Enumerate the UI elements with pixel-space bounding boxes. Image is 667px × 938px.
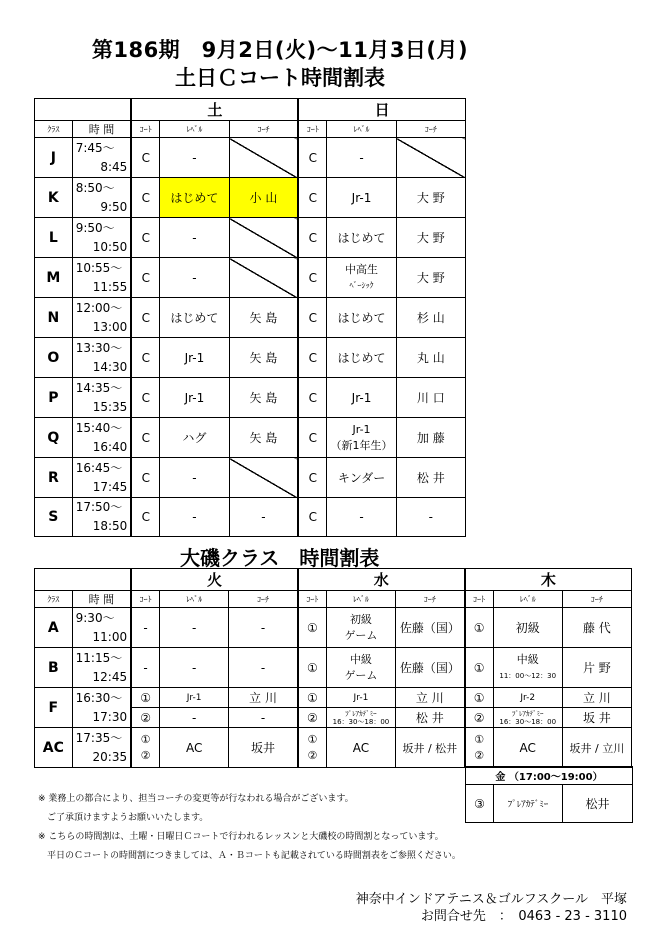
col-coach: ｺｰﾁ [396, 591, 465, 608]
table-row [35, 258, 466, 298]
table-row [35, 608, 632, 648]
court-cell: C [298, 218, 327, 258]
page-subtitle: 土日Ｃコート時間割表 [175, 66, 385, 90]
weekend-rows [35, 138, 466, 537]
note-line: 平日のＣコートの時間割につきましては、Ａ・Ｂコートも記載されている時間割表をご参照ください。 [38, 851, 461, 861]
class-cell: O [35, 338, 73, 378]
level-cell: はじめて [327, 298, 396, 338]
court-cell: C [131, 178, 160, 218]
level-cell: - [160, 458, 229, 498]
time-cell: 17:50～ 18:50 [72, 498, 131, 537]
col-court: ｺｰﾄ [131, 591, 159, 608]
coach-cell: - [229, 648, 298, 688]
level-cell: ﾌﾟﾚｱｶﾃﾞﾐｰ [494, 785, 563, 823]
coach-cell: 矢 島 [229, 338, 298, 378]
col-time: 時 間 [72, 121, 131, 138]
coach-cell: 坂井 [229, 728, 298, 768]
level-cell: - [160, 218, 229, 258]
court-cell: ① [131, 688, 159, 708]
court-cell: ② [465, 708, 493, 728]
coach-cell: 矢 島 [229, 298, 298, 338]
col-court: ｺｰﾄ [298, 121, 327, 138]
coach-cell: 大 野 [396, 218, 465, 258]
table-row [35, 378, 466, 418]
day-header-thursday: 木 [465, 569, 632, 591]
table-row [35, 338, 466, 378]
level-cell: はじめて [160, 178, 229, 218]
time-cell: 9:30～ 11:00 [72, 608, 131, 648]
class-cell: K [35, 178, 73, 218]
coach-cell [229, 138, 298, 178]
note-line: ※ こちらの時間割は、土曜・日曜日Ｃコートで行われるレッスンと大磯校の時間割となっています。 [38, 832, 444, 842]
coach-cell: 佐藤（国） [396, 648, 465, 688]
coach-cell: 片 野 [562, 648, 631, 688]
time-cell: 17:35～ 20:35 [72, 728, 131, 768]
coach-cell: 矢 島 [229, 418, 298, 458]
coach-cell: - [229, 498, 298, 537]
coach-cell: - [229, 608, 298, 648]
class-cell: F [35, 688, 73, 728]
court-cell: C [131, 298, 160, 338]
level-cell: 中級 ゲーム [326, 648, 395, 688]
coach-cell: 小 山 [229, 178, 298, 218]
time-cell: 16:45～ 17:45 [72, 458, 131, 498]
coach-cell: 立 川 [396, 688, 465, 708]
table-row [35, 498, 466, 537]
table-row [35, 688, 632, 708]
time-cell: 7:45～ 8:45 [72, 138, 131, 178]
level-cell: はじめて [327, 338, 396, 378]
level-cell: ハグ [160, 418, 229, 458]
col-level: ﾚﾍﾞﾙ [160, 121, 229, 138]
court-cell: C [131, 378, 160, 418]
time-cell: 14:35～ 15:35 [72, 378, 131, 418]
level-cell: Jr-1 [326, 688, 395, 708]
col-class: ｸﾗｽ [35, 121, 73, 138]
coach-cell: 藤 代 [562, 608, 631, 648]
class-cell: Q [35, 418, 73, 458]
class-cell: N [35, 298, 73, 338]
coach-cell: 坂井 / 松井 [396, 728, 465, 768]
level-cell: Jr-1 [327, 178, 396, 218]
court-cell: C [131, 218, 160, 258]
class-cell: S [35, 498, 73, 537]
court-cell: ① [465, 648, 493, 688]
court-cell: ① ② [465, 728, 493, 768]
level-cell: - [160, 258, 229, 298]
coach-cell: 丸 山 [396, 338, 465, 378]
court-cell: C [131, 138, 160, 178]
contact-phone: お問合せ先 ： 0463 - 23 - 3110 [420, 909, 627, 924]
time-cell: 8:50～ 9:50 [72, 178, 131, 218]
coach-cell: 松井 [563, 785, 633, 823]
friday-timetable [465, 766, 633, 823]
court-cell: ② [131, 708, 159, 728]
court-cell: C [298, 338, 327, 378]
day-header-wednesday: 水 [298, 569, 465, 591]
class-cell: P [35, 378, 73, 418]
level-cell: ﾌﾟﾚｱｶﾃﾞﾐｰ 16：30～18：00 [493, 708, 562, 728]
coach-cell: 加 藤 [396, 418, 465, 458]
table-row [35, 648, 632, 688]
court-cell: ① ② [298, 728, 326, 768]
court-cell: C [131, 258, 160, 298]
school-name: 神奈中インドアテニス＆ゴルフスクール 平塚 [355, 892, 627, 907]
table-row [35, 728, 632, 768]
coach-cell: 立 川 [229, 688, 298, 708]
court-cell: C [131, 458, 160, 498]
col-level: ﾚﾍﾞﾙ [326, 591, 395, 608]
time-cell: 15:40～ 16:40 [72, 418, 131, 458]
coach-cell: 立 川 [562, 688, 631, 708]
court-cell: C [131, 418, 160, 458]
table-row [466, 785, 633, 823]
coach-cell: 大 野 [396, 258, 465, 298]
level-cell: Jr-1 [160, 378, 229, 418]
level-cell: - [160, 498, 229, 537]
coach-cell: 松 井 [396, 708, 465, 728]
coach-cell: 杉 山 [396, 298, 465, 338]
level-cell: ﾌﾟﾚｱｶﾃﾞﾐｰ 16：30～18：00 [326, 708, 395, 728]
col-coach: ｺｰﾁ [396, 121, 465, 138]
class-cell: J [35, 138, 73, 178]
court-cell: ① [465, 608, 493, 648]
table-row [35, 458, 466, 498]
col-level: ﾚﾍﾞﾙ [493, 591, 562, 608]
time-cell: 13:30～ 14:30 [72, 338, 131, 378]
class-cell: A [35, 608, 73, 648]
coach-cell: 松 井 [396, 458, 465, 498]
corner-cell [35, 99, 132, 121]
level-cell: AC [326, 728, 395, 768]
level-cell: - [160, 708, 229, 728]
time-cell: 10:55～ 11:55 [72, 258, 131, 298]
court-cell: ① [298, 648, 326, 688]
coach-cell: 坂井 / 立川 [562, 728, 631, 768]
coach-cell [229, 458, 298, 498]
court-cell: C [298, 418, 327, 458]
table-row [35, 138, 466, 178]
coach-cell: 矢 島 [229, 378, 298, 418]
col-coach: ｺｰﾁ [229, 121, 298, 138]
day-header-friday: 金 （17:00～19:00） [466, 767, 633, 785]
court-cell: - [131, 648, 159, 688]
notes [38, 790, 478, 866]
level-cell: - [327, 138, 396, 178]
table-row [35, 418, 466, 458]
level-cell: はじめて [160, 298, 229, 338]
note-line: ※ 業務上の都合により、担当コーチの変更等が行なわれる場合がございます。 [38, 794, 354, 804]
level-cell: 初級 [493, 608, 562, 648]
court-cell: C [298, 298, 327, 338]
coach-cell: 佐藤（国） [396, 608, 465, 648]
level-cell: AC [493, 728, 562, 768]
level-cell: Jr-2 [493, 688, 562, 708]
level-cell: - [160, 138, 229, 178]
court-cell: C [131, 338, 160, 378]
coach-cell: - [229, 708, 298, 728]
level-cell: - [327, 498, 396, 537]
court-cell: C [298, 458, 327, 498]
court-cell: ① [298, 608, 326, 648]
page-title: 第186期 9月2日(火)～11月3日(月) [91, 38, 469, 62]
court-cell: C [298, 258, 327, 298]
oiso-title: 大磯クラス 時間割表 [180, 546, 380, 570]
note-line: ご了承頂けますようお願いいたします。 [38, 813, 209, 823]
table-row [35, 178, 466, 218]
class-cell: L [35, 218, 73, 258]
level-cell: 初級 ゲーム [326, 608, 395, 648]
level-cell: キンダー [327, 458, 396, 498]
day-header-sunday: 日 [298, 99, 465, 121]
level-cell: はじめて [327, 218, 396, 258]
col-class: ｸﾗｽ [35, 591, 73, 608]
col-court: ｺｰﾄ [131, 121, 160, 138]
col-court: ｺｰﾄ [298, 591, 326, 608]
court-cell: - [131, 608, 159, 648]
court-cell: C [298, 138, 327, 178]
level-cell: Jr-1 [160, 338, 229, 378]
day-header-saturday: 土 [131, 99, 298, 121]
coach-cell [229, 218, 298, 258]
class-cell: M [35, 258, 73, 298]
table-row [35, 298, 466, 338]
court-cell: ② [298, 708, 326, 728]
level-cell: 中級 11：00～12：30 [493, 648, 562, 688]
time-cell: 16:30～ 17:30 [72, 688, 131, 728]
class-cell: R [35, 458, 73, 498]
col-level: ﾚﾍﾞﾙ [327, 121, 396, 138]
col-level: ﾚﾍﾞﾙ [160, 591, 229, 608]
coach-cell [229, 258, 298, 298]
class-cell: B [35, 648, 73, 688]
time-cell: 12:00～ 13:00 [72, 298, 131, 338]
corner-cell [35, 569, 132, 591]
time-cell: 9:50～ 10:50 [72, 218, 131, 258]
class-cell: AC [35, 728, 73, 768]
court-cell: C [298, 498, 327, 537]
col-time: 時 間 [72, 591, 131, 608]
court-cell: ① ② [131, 728, 159, 768]
level-cell: Jr-1 [327, 378, 396, 418]
coach-cell: 川 口 [396, 378, 465, 418]
col-coach: ｺｰﾁ [229, 591, 298, 608]
level-cell: - [160, 648, 229, 688]
level-cell: - [160, 608, 229, 648]
time-cell: 11:15～ 12:45 [72, 648, 131, 688]
court-cell: ① [465, 688, 493, 708]
court-cell: C [131, 498, 160, 537]
col-coach: ｺｰﾁ [562, 591, 631, 608]
court-cell: C [298, 378, 327, 418]
court-cell: C [298, 178, 327, 218]
col-court: ｺｰﾄ [465, 591, 493, 608]
level-cell: Jr-1 （新1年生） [327, 418, 396, 458]
court-cell: ① [298, 688, 326, 708]
coach-cell: 大 野 [396, 178, 465, 218]
day-header-tuesday: 火 [131, 569, 298, 591]
table-row [35, 218, 466, 258]
level-cell: Jr-1 [160, 688, 229, 708]
coach-cell: - [396, 498, 465, 537]
coach-cell [396, 138, 465, 178]
level-cell: 中高生 ﾍﾞｰｼｯｸ [327, 258, 396, 298]
weekend-timetable [34, 98, 466, 537]
level-cell: AC [160, 728, 229, 768]
oiso-timetable [34, 568, 632, 768]
coach-cell: 坂 井 [562, 708, 631, 728]
court-cell: ③ [466, 785, 494, 823]
